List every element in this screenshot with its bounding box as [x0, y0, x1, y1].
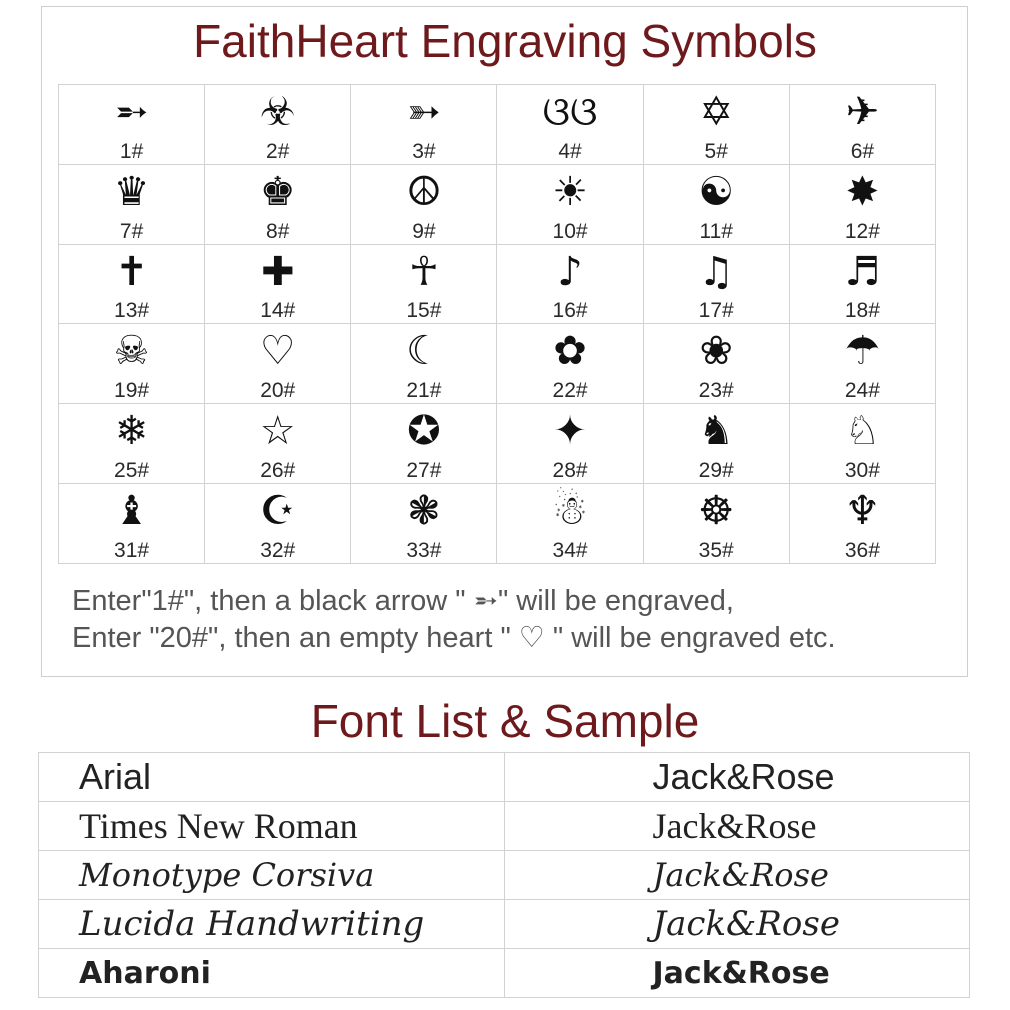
symbol-cell — [497, 164, 643, 244]
symbols-row — [59, 85, 936, 165]
symbol-beamed-notes-icon: ♫ — [698, 248, 735, 295]
symbol-butterfly-icon: ଓଓ — [542, 89, 598, 135]
symbol-outline-star-icon: ☆ — [259, 408, 296, 455]
symbol-number: 26# — [260, 459, 296, 483]
symbol-cell — [789, 244, 935, 324]
symbol-number: 5# — [704, 139, 728, 163]
symbol-eighth-note-icon: ♪ — [557, 248, 583, 295]
symbol-black-knight-icon: ♞ — [698, 408, 735, 455]
symbol-skull-crossbones-icon: ☠ — [113, 328, 150, 375]
symbol-crown-icon: ♛ — [113, 168, 150, 215]
symbol-cell — [643, 85, 789, 165]
symbol-number: 2# — [266, 139, 290, 163]
symbol-empty-heart-icon: ♡ — [259, 328, 296, 375]
symbol-sixteenth-notes-icon: ♬ — [844, 248, 881, 295]
font-sample: Jack&Rose — [504, 949, 970, 998]
symbol-star-crescent-icon: ☪ — [259, 488, 296, 535]
symbol-biohazard-icon: ☣ — [259, 89, 296, 135]
symbol-cell — [205, 404, 351, 484]
symbol-cell — [205, 324, 351, 404]
symbol-flower-outline-icon: ❀ — [699, 328, 733, 375]
symbol-number: 6# — [850, 139, 875, 163]
symbol-number: 28# — [552, 459, 588, 483]
symbol-bishop-icon: ♝ — [113, 488, 150, 535]
symbol-number: 3# — [412, 139, 436, 163]
symbol-white-knight-icon: ♘ — [844, 408, 881, 455]
symbol-number: 30# — [844, 459, 880, 483]
symbol-starburst-icon: ✸ — [845, 168, 880, 215]
symbol-cell — [59, 324, 205, 404]
symbol-cell — [643, 404, 789, 484]
symbol-number: 4# — [558, 139, 582, 163]
symbol-sun-icon: ☀ — [552, 168, 588, 215]
symbol-number: 29# — [698, 459, 734, 483]
symbol-cell — [497, 404, 643, 484]
symbol-airplane-icon: ✈ — [845, 89, 880, 135]
symbol-yin-yang-icon: ☯ — [698, 168, 735, 215]
symbol-cell — [351, 164, 497, 244]
instruction-line-2: Enter "20#", then an empty heart " ♡ " will be engraved etc. — [72, 622, 836, 654]
symbol-king-crown-icon: ♚ — [259, 168, 296, 215]
symbol-star-in-circle-icon: ✪ — [407, 408, 441, 455]
symbol-cell — [351, 484, 497, 564]
symbol-cell — [497, 85, 643, 165]
symbol-number: 10# — [552, 219, 588, 243]
symbol-cell — [205, 484, 351, 564]
symbol-cell — [205, 164, 351, 244]
symbol-trident-icon: ♆ — [844, 488, 881, 535]
symbol-number: 27# — [406, 459, 442, 483]
symbol-cell — [59, 404, 205, 484]
font-sample: Jack&Rose — [504, 851, 970, 900]
symbol-number: 33# — [406, 539, 442, 562]
symbol-cell — [789, 85, 935, 165]
symbol-pinwheel-flower-icon: ❃ — [407, 488, 441, 535]
font-sample: Jack&Rose — [504, 802, 970, 851]
symbol-number: 18# — [844, 299, 880, 323]
symbol-flower-solid-icon: ✿ — [553, 328, 587, 375]
font-sample: Jack&Rose — [504, 753, 970, 802]
symbol-number: 14# — [260, 299, 296, 323]
symbols-row — [59, 404, 936, 484]
symbol-cell — [351, 324, 497, 404]
symbol-cell — [497, 324, 643, 404]
font-row-corsiva — [39, 851, 970, 900]
symbol-star-of-david-icon: ✡ — [699, 89, 733, 135]
symbol-number: 23# — [698, 379, 734, 403]
symbol-cell — [59, 164, 205, 244]
symbol-number: 32# — [260, 539, 296, 562]
font-name: Times New Roman — [39, 802, 505, 851]
symbol-cell — [643, 324, 789, 404]
symbol-number: 11# — [699, 219, 733, 243]
symbol-number: 17# — [698, 299, 734, 323]
symbol-cell — [205, 244, 351, 324]
font-name: Lucida Handwriting — [39, 900, 505, 949]
symbol-number: 22# — [552, 379, 588, 403]
font-name: Aharoni — [39, 949, 505, 998]
font-name: Monotype Corsiva — [39, 851, 505, 900]
symbol-cell — [205, 85, 351, 165]
symbol-cell — [789, 164, 935, 244]
symbol-cell — [643, 164, 789, 244]
symbol-dharma-wheel-icon: ☸ — [698, 488, 735, 535]
symbols-grid — [58, 84, 936, 564]
symbol-cell — [643, 244, 789, 324]
symbols-row — [59, 324, 936, 404]
symbols-title: FaithHeart Engraving Symbols — [193, 15, 817, 67]
symbol-greek-cross-icon: ✚ — [260, 248, 295, 295]
font-name: Arial — [39, 753, 505, 802]
symbol-number: 24# — [844, 379, 880, 403]
symbol-number: 1# — [119, 139, 144, 163]
symbols-row — [59, 484, 936, 564]
symbol-number: 20# — [260, 379, 296, 403]
symbol-cell — [643, 484, 789, 564]
symbol-arrow-icon: ➵ — [114, 89, 149, 135]
symbol-cell — [789, 404, 935, 484]
symbol-cell — [497, 484, 643, 564]
instruction-line-1: Enter"1#", then a black arrow " ➵" will be engraved, — [72, 585, 734, 617]
symbol-number: 21# — [406, 379, 442, 403]
symbol-number: 25# — [114, 459, 150, 483]
symbol-number: 16# — [552, 299, 588, 323]
symbol-number: 7# — [119, 219, 144, 243]
symbol-feathered-arrow-icon: ➳ — [407, 89, 441, 135]
symbol-cell — [497, 244, 643, 324]
symbols-row — [59, 244, 936, 324]
symbol-snowman-icon: ☃ — [552, 488, 588, 535]
symbol-cell — [59, 85, 205, 165]
symbol-cell — [351, 244, 497, 324]
symbol-number: 36# — [844, 539, 880, 562]
font-row-lucida — [39, 900, 970, 949]
symbol-four-point-star-icon: ✦ — [553, 408, 587, 455]
symbol-snowflake-icon: ❄ — [114, 408, 149, 455]
symbol-number: 9# — [412, 219, 436, 243]
symbol-cell — [59, 484, 205, 564]
symbol-number: 31# — [114, 539, 150, 562]
symbol-cell — [351, 85, 497, 165]
symbol-number: 13# — [114, 299, 150, 323]
symbol-cell — [789, 484, 935, 564]
symbol-ankh-icon: ☥ — [408, 248, 439, 295]
symbols-row — [59, 164, 936, 244]
symbol-umbrella-icon: ☂ — [844, 328, 881, 375]
fonts-title: Font List & Sample — [310, 695, 700, 747]
symbol-number: 19# — [114, 379, 150, 403]
symbol-cell — [789, 324, 935, 404]
symbol-cell — [351, 404, 497, 484]
symbol-crescent-moon-icon: ☾ — [405, 328, 442, 375]
symbol-number: 35# — [698, 539, 734, 562]
font-sample: Jack&Rose — [504, 900, 970, 949]
font-row-times — [39, 802, 970, 851]
symbol-number: 34# — [552, 539, 588, 562]
font-row-aharoni — [39, 949, 970, 998]
symbol-peace-icon: ☮ — [405, 168, 442, 215]
symbol-cell — [59, 244, 205, 324]
symbol-latin-cross-icon: ✝ — [114, 248, 149, 295]
font-list-table — [38, 752, 970, 998]
symbol-number: 8# — [266, 219, 290, 243]
font-row-arial — [39, 753, 970, 802]
symbol-number: 12# — [844, 219, 880, 243]
symbol-number: 15# — [406, 299, 442, 323]
